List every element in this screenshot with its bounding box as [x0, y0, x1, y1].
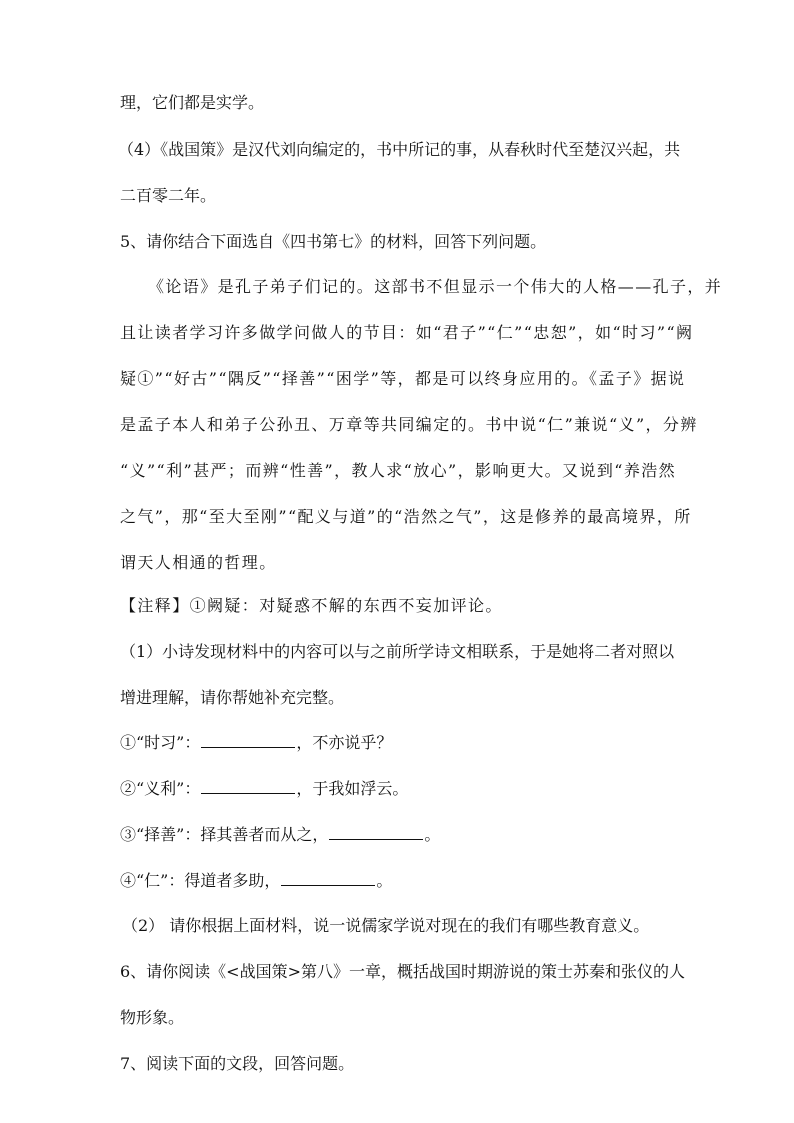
fill-item-4 — [120, 871, 392, 891]
fill-item-text: ③“择善”：择其善者而从之， — [120, 825, 329, 844]
annotation-note: 【注释】①阙疑：对疑惑不解的东西不妄加评论。 — [120, 596, 503, 615]
fill-item-text: ①“时习”： — [120, 733, 201, 752]
subquestion-1-line2: 增进理解，请你帮她补充完整。 — [120, 688, 345, 707]
answer-blank[interactable] — [329, 825, 423, 840]
fill-item-3 — [120, 825, 440, 845]
fill-item-1 — [120, 733, 392, 753]
fill-item-text: 。 — [424, 825, 441, 844]
fill-item-text: ，不亦说乎？ — [296, 733, 393, 752]
passage-line: 是孟子本人和弟子公孙丑、万章等共同编定的。书中说“仁”兼说“义”，分辨 — [120, 415, 698, 434]
answer-blank[interactable] — [201, 779, 295, 794]
passage-line: 之气”，那“至大至刚”“配义与道”的“浩然之气”，这是修养的最高境界，所 — [120, 507, 692, 526]
item-4-line1: （4）《战国策》是汉代刘向编定的，书中所记的事，从春秋时代至楚汉兴起，共 — [118, 140, 681, 159]
fill-item-text: ，于我如浮云。 — [296, 779, 409, 798]
question-7: 7、阅读下面的文段，回答问题。 — [120, 1054, 355, 1073]
passage-line: “义”“利”甚严；而辨“性善”，教人求“放心”，影响更大。又说到“养浩然 — [120, 461, 677, 480]
passage-line: 谓天人相通的哲理。 — [120, 553, 277, 572]
question-5: 5、请你结合下面选自《四书第七》的材料，回答下列问题。 — [120, 232, 547, 251]
passage-line: 《论语》是孔子弟子们记的。这部书不但显示一个伟大的人格——孔子，并 — [148, 277, 723, 296]
answer-blank[interactable] — [201, 733, 295, 748]
question-6-line1: 6、请你阅读《<战国策>第八》一章，概括战国时期游说的策士苏秦和张仪的人 — [120, 962, 685, 981]
fill-item-text: ②“义利”： — [120, 779, 201, 798]
fill-item-2 — [120, 779, 408, 799]
text-line: 理，它们都是实学。 — [120, 93, 265, 112]
question-6-line2: 物形象。 — [120, 1008, 185, 1027]
subquestion-2: （2） 请你根据上面材料，说一说儒家学说对现在的我们有哪些教育意义。 — [122, 916, 650, 935]
fill-item-text: ④“仁”：得道者多助， — [120, 871, 281, 890]
fill-item-text: 。 — [376, 871, 393, 890]
passage-line: 疑①”“好古”“隅反”“择善”“困学”等，都是可以终身应用的。《孟子》据说 — [120, 369, 686, 388]
item-4-line2: 二百零二年。 — [120, 186, 217, 205]
answer-blank[interactable] — [281, 871, 375, 886]
subquestion-1-line1: （1）小诗发现材料中的内容可以与之前所学诗文相联系，于是她将二者对照以 — [120, 642, 675, 661]
passage-line: 且让读者学习许多做学问做人的节目：如“君子”“仁”“忠恕”，如“时习”“阙 — [120, 323, 694, 342]
